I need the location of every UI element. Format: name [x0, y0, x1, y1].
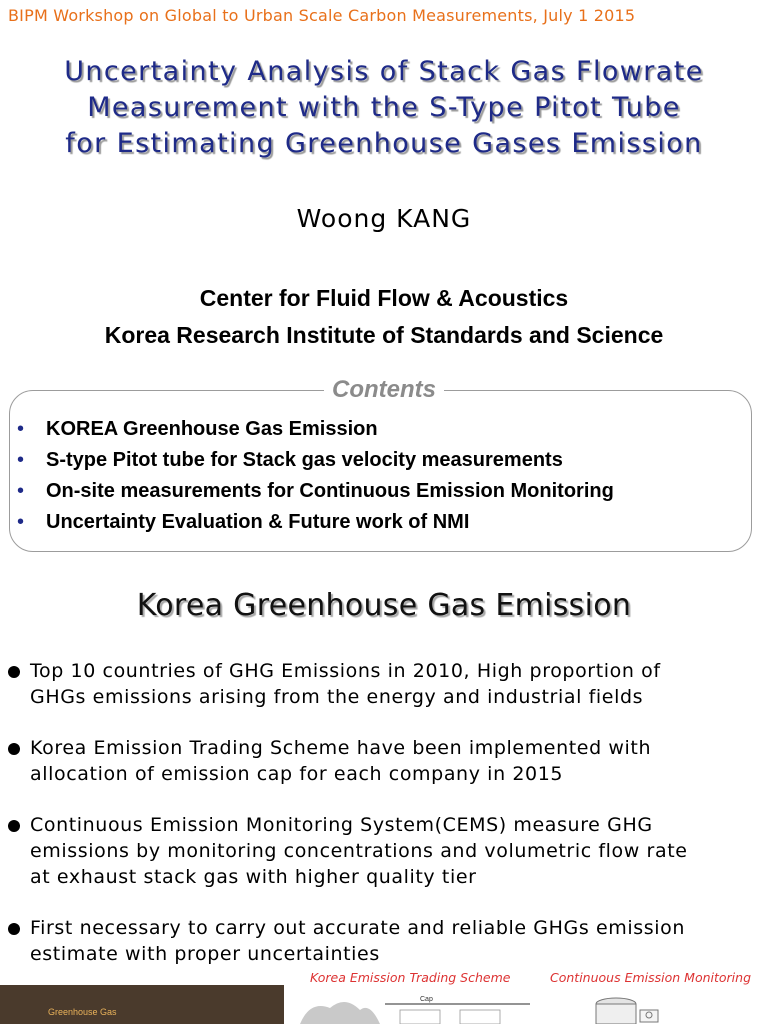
bullet-line: Korea Emission Trading Scheme have been implemented with	[30, 737, 652, 759]
affiliation	[0, 280, 768, 354]
bullet-dot-icon	[8, 820, 20, 832]
bullet-item	[8, 658, 760, 710]
bullet-line: GHGs emissions arising from the energy and industrial fields	[30, 686, 644, 708]
section-title: Korea Greenhouse Gas Emission	[136, 588, 632, 623]
bullet-line: First necessary to carry out accurate and reliable GHGs emission	[30, 917, 685, 939]
contents-heading	[0, 376, 768, 404]
workshop-header: BIPM Workshop on Global to Urban Scale Carbon Measurements, July 1 2015	[8, 6, 636, 25]
contents-item: • On-site measurements for Continuous Emission Monitoring	[14, 476, 614, 507]
bullet-dot-icon	[8, 923, 20, 935]
greenhouse-gas-label: Greenhouse Gas	[48, 1007, 117, 1017]
cap-label: Cap	[420, 996, 433, 1003]
author-name: Woong KANG	[296, 204, 472, 233]
bullet-line: emissions by monitoring concentrations and volumetric flow rate	[30, 840, 688, 862]
caption-cems: Continuous Emission Monitoring	[550, 970, 752, 985]
bullet-line: estimate with proper uncertainties	[30, 943, 380, 965]
bullet-item	[8, 915, 760, 967]
caption-trading-scheme: Korea Emission Trading Scheme	[310, 970, 511, 985]
bullet-line: at exhaust stack gas with higher quality tier	[30, 866, 477, 888]
bullet-item	[8, 812, 760, 890]
contents-item: • S-type Pitot tube for Stack gas velocity measurements	[14, 445, 614, 476]
title-line-2: Measurement with the S-Type Pitot Tube	[87, 92, 681, 123]
trading-scheme-figure	[290, 990, 540, 1024]
section-bullets	[8, 658, 760, 992]
greenhouse-gas-image	[0, 985, 284, 1024]
contents-title: Contents	[324, 376, 444, 403]
cems-figure	[548, 990, 758, 1024]
bullet-line: allocation of emission cap for each company in 2015	[30, 763, 564, 785]
bullet-item	[8, 735, 760, 787]
contents-item: • Uncertainty Evaluation & Future work of NMI	[14, 507, 614, 538]
contents-list	[14, 414, 614, 538]
contents-item: • KOREA Greenhouse Gas Emission	[14, 414, 614, 445]
title-line-1: Uncertainty Analysis of Stack Gas Flowrate	[64, 56, 704, 87]
affiliation-institute: Korea Research Institute of Standards and Science	[104, 322, 664, 348]
bullet-dot-icon	[8, 743, 20, 755]
affiliation-center: Center for Fluid Flow & Acoustics	[199, 285, 569, 311]
stack-body-icon	[596, 1004, 636, 1024]
title-line-3: for Estimating Greenhouse Gases Emission	[65, 128, 703, 159]
bullet-line: Continuous Emission Monitoring System(CEMS) measure GHG	[30, 814, 653, 836]
bullet-dot-icon	[8, 666, 20, 678]
presentation-title	[0, 54, 768, 162]
bullet-line: Top 10 countries of GHG Emissions in 2010, High proportion of	[30, 660, 661, 682]
